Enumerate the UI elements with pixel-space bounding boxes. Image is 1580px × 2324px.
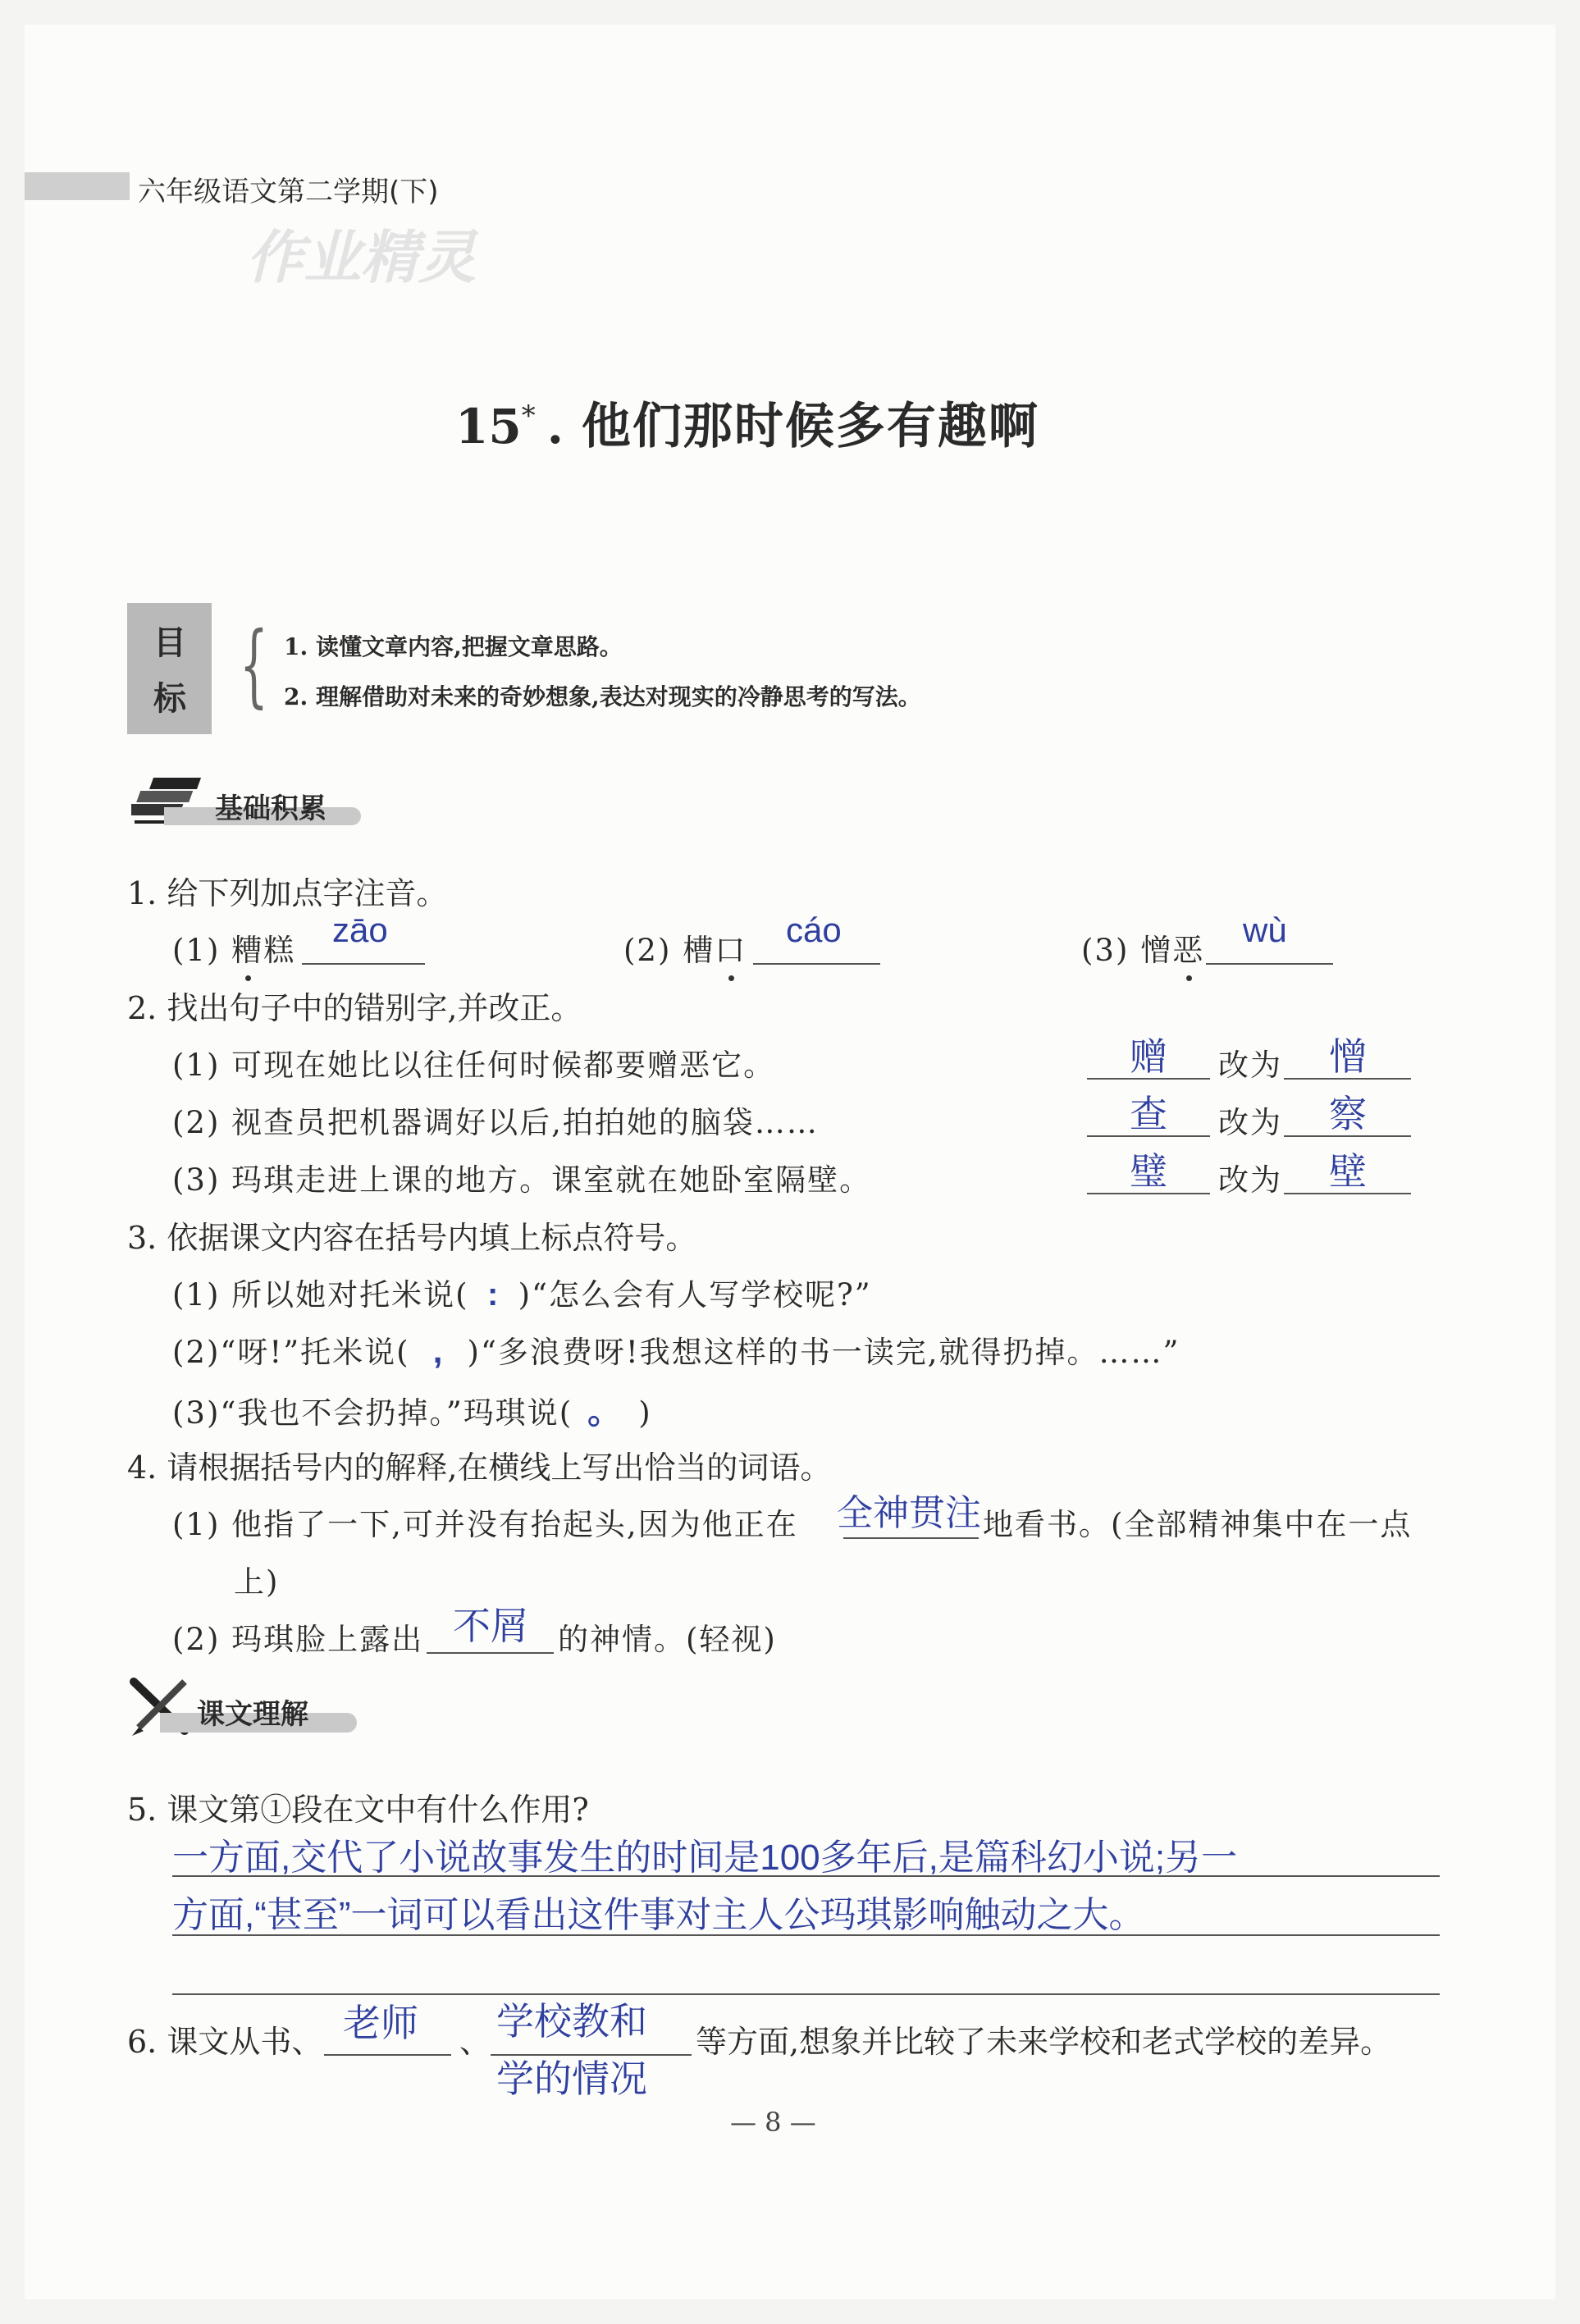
lesson-number: 15 [455,399,522,454]
page-number: — 8 — [730,2107,816,2138]
q4-item-2-answer: 不屑 [453,1605,528,1647]
q1-item-2-pre: 槽 [683,933,715,968]
q5-line-1[interactable] [172,1838,1440,1877]
q6-answer-2-line-2: 学的情况 [496,2057,647,2100]
q1-item-1-rest: 糕 [263,933,296,968]
lesson-title [455,387,1039,458]
q1-item-1 [172,925,295,970]
q1-item-3 [1081,925,1204,970]
q5-line-2[interactable] [172,1897,1440,1936]
q3-item-2-pre: (2)“呀!”托米说( [172,1335,410,1370]
goals-label-top: 目 [153,624,186,662]
q2-stem: 2. 找出句子中的错别字,并改正。 [127,990,582,1026]
q2-item-2-change: 改为 [1218,1105,1282,1140]
goals-brace: { [240,612,268,717]
book-title: 六年级语文第二学期(下) [138,176,439,208]
q1-item-2-answer: cáo [786,911,842,949]
q3-item-2 [172,1327,1180,1372]
q6-answer-1: 老师 [343,2002,418,2044]
q6-pre: 6. 课文从书、 [127,2024,323,2060]
goal-item-1: 1. 读懂文章内容,把握文章思路。 [284,633,623,660]
q1-stem: 1. 给下列加点字注音。 [127,875,448,911]
goals-label-bottom: 标 [153,680,186,718]
q1-item-2 [623,925,747,970]
q4-item-2-pre: (2) 玛琪脸上露出 [172,1622,424,1657]
q2-item-1-wrong: 赠 [1130,1035,1167,1078]
q4-item-1-post: 地看书。(全部精神集中在一点 [983,1507,1413,1542]
goal-item-2: 2. 理解借助对未来的奇妙想象,表达对现实的冷静思考的写法。 [284,683,921,710]
q2-item-3-wrong: 璧 [1130,1150,1167,1193]
q1-item-3-dotted-char: 恶 [1172,925,1204,970]
q6-sep: 、 [459,2024,491,2060]
q1-item-2-num: (2) [623,933,672,968]
q3-item-1-answer[interactable]: : [486,1276,500,1313]
q4-item-1-pre: (1) 他指了一下,可并没有抬起头,因为他正在 [172,1507,798,1542]
q4-item-1-answer: 全神贯注 [837,1493,981,1533]
watermark: 作业精灵 [246,224,476,291]
q6-post: 等方面,想象并比较了未来学校和老式学校的差异。 [696,2024,1392,2060]
q4-item-1-cont: 上) [234,1564,280,1600]
q4-item-2-post: 的神情。(轻视) [558,1622,777,1657]
lesson-mark: * [521,400,536,432]
q6-answer-2-line-1: 学校教和 [496,2000,647,2043]
q5-answer-line-1: 一方面,交代了小说故事发生的时间是100多年后,是篇科幻小说;另一 [172,1838,1238,1878]
q1-item-1-num: (1) [172,933,221,968]
q1-item-2-dotted-char: 口 [715,925,747,970]
lesson-title-text: 他们那时候多有趣啊 [581,398,1039,455]
q2-item-2-right: 察 [1329,1093,1367,1135]
section-header-basic [131,771,365,829]
section-header-understanding [127,1673,361,1739]
q3-item-1 [172,1270,872,1314]
q2-item-2-text: (2) 视查员把机器调好以后,拍拍她的脑袋…… [172,1105,819,1140]
q3-item-3-answer[interactable]: 。 [587,1392,624,1431]
q2-item-3-right: 壁 [1329,1150,1367,1193]
q3-item-2-answer[interactable]: , [432,1331,445,1370]
q3-item-3 [172,1385,652,1434]
q3-item-2-post: )“多浪费呀!我想这样的书一读完,就得扔掉。……” [467,1335,1180,1370]
q1-item-3-pre: 憎 [1140,933,1173,968]
q3-item-1-post: )“怎么会有人写学校呢?” [518,1277,872,1313]
q2-item-3-text: (3) 玛琪走进上课的地方。课室就在她卧室隔壁。 [172,1162,872,1198]
q5-line-3[interactable] [172,1956,1440,1995]
q3-item-3-pre: (3)“我也不会扔掉。”玛琪说( [172,1395,573,1431]
section-title-understanding: 课文理解 [197,1698,308,1731]
q3-item-3-post: ) [638,1395,652,1431]
header-gray-bar [25,172,130,200]
q3-item-1-pre: (1) 所以她对托米说( [172,1277,469,1313]
q5-answer-line-2: 方面,“甚至”一词可以看出这件事对主人公玛琪影响触动之大。 [172,1895,1145,1935]
q1-item-3-answer: wù [1243,911,1287,949]
q4-stem: 4. 请根据括号内的解释,在横线上写出恰当的词语。 [127,1450,832,1486]
q2-item-1-right: 憎 [1329,1035,1367,1078]
q1-item-1-answer: zāo [332,911,388,949]
q2-item-2-wrong: 查 [1130,1093,1167,1135]
q1-item-3-num: (3) [1081,933,1130,968]
q2-item-1-change: 改为 [1218,1048,1282,1083]
lesson-dot: . [546,399,564,454]
section-title-basic: 基础积累 [215,792,327,825]
q3-stem: 3. 依据课文内容在括号内填上标点符号。 [127,1220,697,1256]
q2-item-3-change: 改为 [1218,1162,1282,1198]
q5-stem: 5. 课文第①段在文中有什么作用? [127,1792,589,1828]
q2-item-1-text: (1) 可现在她比以往任何时候都要赠恶它。 [172,1048,776,1083]
q1-item-1-dotted-char: 糟 [231,925,263,970]
